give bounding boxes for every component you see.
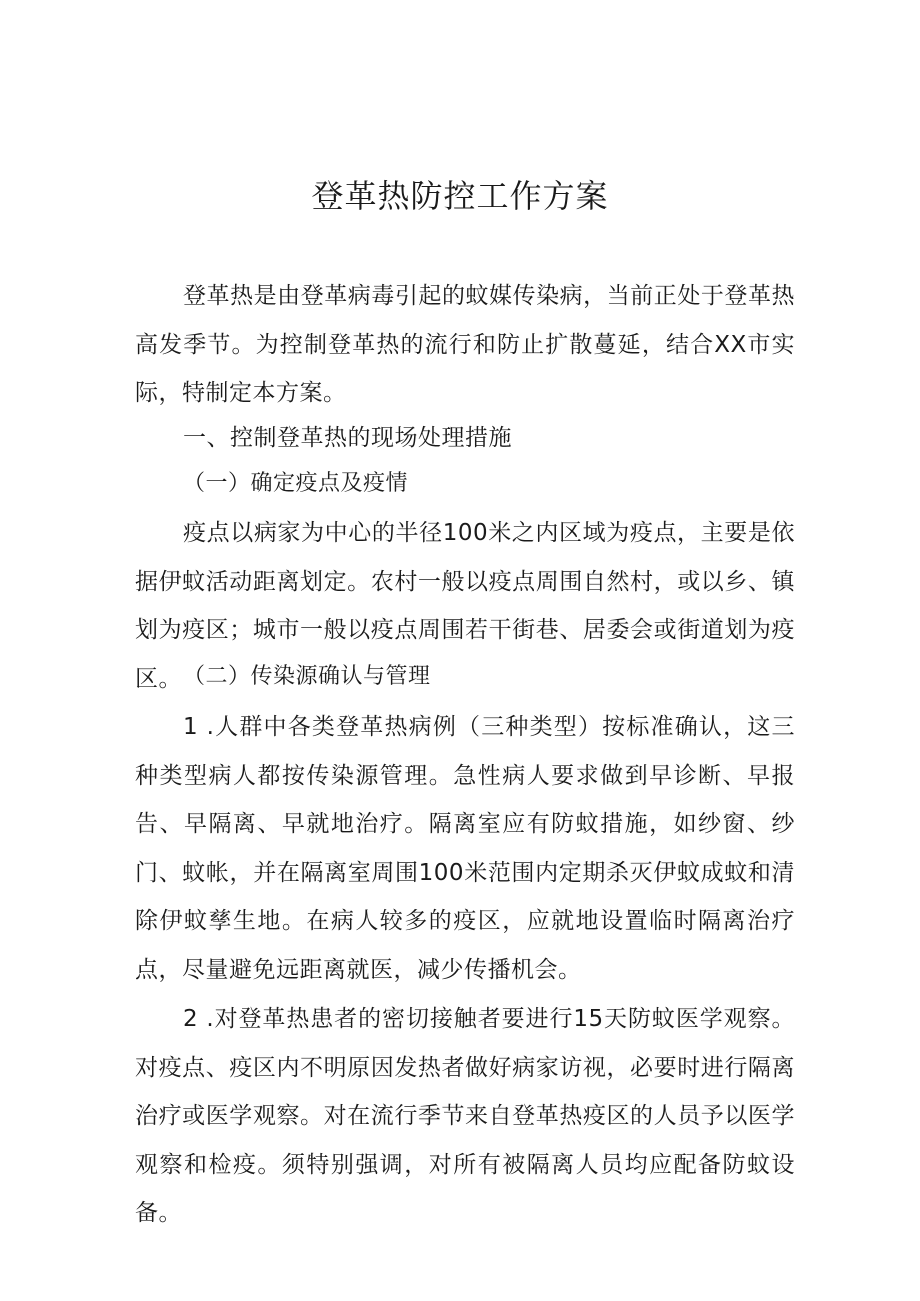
subsection-2-item-2: 2 .对登革热患者的密切接触者要进行15天防蚊医学观察。对疫点、疫区内不明原因发热者做好病家访视，必要时进行隔离治疗或医学观察。对在流行季节来自登革热疫区的人员予以医学观察和检疫。须特别强调，对所有被隔离人员均应配备防蚊设备。 (135, 1006, 795, 1226)
subsection-heading-1: （一）确定疫点及疫情 (183, 471, 409, 496)
intro-paragraph: 登革热是由登革病毒引起的蚊媒传染病，当前正处于登革热高发季节。为控制登革热的流行和防止扩散蔓延，结合XX市实际，特制定本方案。 (135, 283, 795, 406)
document-title: 登革热防控工作方案 (311, 177, 609, 215)
section-heading-1: 一、控制登革热的现场处理措施 (183, 425, 512, 451)
subsection-heading-2: （二）传染源确认与管理 (183, 664, 431, 689)
subsection-2-item-1: 1 .人群中各类登革热病例（三种类型）按标准确认，这三种类型病人都按传染源管理。急性病人要求做到早诊断、早报告、早隔离、早就地治疗。隔离室应有防蚊措施，如纱窗、纱门、蚊帐，并在隔离室周围100米范围内定期杀灭伊蚊成蚊和清除伊蚊孳生地。在病人较多的疫区，应就地设置临时隔离治疗点，尽量避免远距离就医，减少传播机会。 (135, 714, 795, 983)
subsection-1-body: 疫点以病家为中心的半径100米之内区域为疫点，主要是依据伊蚊活动距离划定。农村一般以疫点周围自然村，或以乡、镇划为疫区；城市一般以疫点周围若干街巷、居委会或街道划为疫区。 (135, 520, 795, 692)
